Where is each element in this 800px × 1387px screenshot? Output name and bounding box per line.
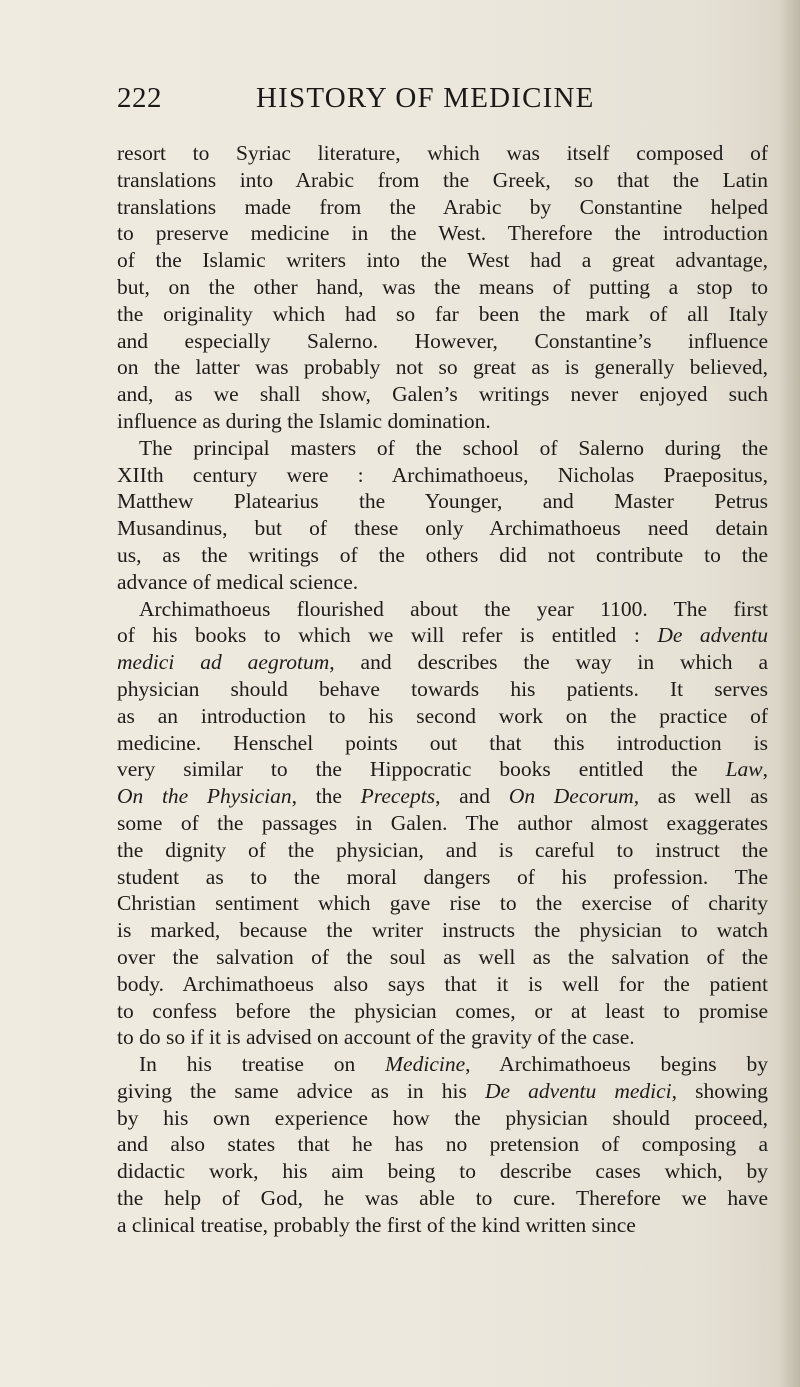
text-line: Matthew Platearius the Younger, and Master Petrus — [117, 489, 768, 514]
text-line: didactic work, his aim being to describe cases which, by — [117, 1159, 768, 1184]
text-line: by his own experience how the physician should proceed, — [117, 1105, 768, 1130]
text-line: physician should behave towards his patients. It serves — [117, 676, 768, 701]
text-line: On the Physician, the Precepts, and On Decorum, as well as — [117, 784, 768, 809]
text-line: XIIth century were : Archimathoeus, Nicholas Praepositus, — [117, 462, 768, 487]
text-line: on the latter was probably not so great as is generally believed, — [117, 355, 768, 380]
text-line: as an introduction to his second work on the practice of — [117, 703, 768, 728]
text-line: to confess before the physician comes, or at least to promise — [117, 998, 768, 1023]
page-number: 222 — [117, 82, 162, 114]
text-line: Musandinus, but of these only Archimathoeus need detain — [117, 516, 768, 541]
text-line: body. Archimathoeus also says that it is well for the patient — [117, 971, 768, 996]
text-line: translations into Arabic from the Greek, so that the Latin — [117, 167, 768, 192]
text-line: and also states that he has no pretension of composing a — [117, 1132, 768, 1157]
text-line: to do so if it is advised on account of the gravity of the case. — [117, 1025, 635, 1050]
text-line: and especially Salerno. However, Constantine’s influence — [117, 328, 768, 353]
text-line: Archimathoeus flourished about the year 1100. The first — [139, 596, 768, 621]
text-line: and, as we shall show, Galen’s writings never enjoyed such — [117, 382, 768, 407]
page-edge-shadow — [778, 0, 800, 1387]
text-line: to preserve medicine in the West. Therefore the introduction — [117, 221, 768, 246]
text-line: Christian sentiment which gave rise to the exercise of charity — [117, 891, 768, 916]
page-header — [117, 82, 717, 122]
body-text — [117, 140, 768, 1239]
text-line: the originality which had so far been the mark of all Italy — [117, 301, 768, 326]
text-line: of his books to which we will refer is entitled : De adventu — [117, 623, 768, 648]
text-line: advance of medical science. — [117, 569, 359, 594]
text-line: some of the passages in Galen. The author almost exaggerates — [117, 810, 768, 835]
text-line: medicine. Henschel points out that this introduction is — [117, 730, 768, 755]
text-line: the help of God, he was able to cure. Therefore we have — [117, 1186, 768, 1211]
text-line: translations made from the Arabic by Constantine helped — [117, 194, 768, 219]
text-line: the dignity of the physician, and is careful to instruct the — [117, 837, 768, 862]
text-line: us, as the writings of the others did not contribute to the — [117, 542, 768, 567]
text-line: over the salvation of the soul as well as the salvation of the — [117, 944, 768, 969]
text-line: giving the same advice as in his De adventu medici, showing — [117, 1078, 768, 1103]
text-line: resort to Syriac literature, which was itself composed of — [117, 141, 768, 165]
text-line: a clinical treatise, probably the first of the kind written since — [117, 1212, 636, 1237]
running-title: HISTORY OF MEDICINE — [256, 82, 595, 114]
text-line: is marked, because the writer instructs the physician to watch — [117, 918, 768, 943]
text-line: but, on the other hand, was the means of putting a stop to — [117, 274, 768, 299]
text-line: student as to the moral dangers of his profession. The — [117, 864, 768, 889]
text-line: In his treatise on Medicine, Archimathoeus begins by — [139, 1052, 768, 1077]
text-line: of the Islamic writers into the West had a great advantage, — [117, 248, 768, 273]
text-line: medici ad aegrotum, and describes the way in which a — [117, 650, 768, 675]
text-line: The principal masters of the school of Salerno during the — [139, 435, 768, 460]
text-line: very similar to the Hippocratic books entitled the Law, — [117, 757, 768, 782]
text-line: influence as during the Islamic domination. — [117, 408, 491, 433]
